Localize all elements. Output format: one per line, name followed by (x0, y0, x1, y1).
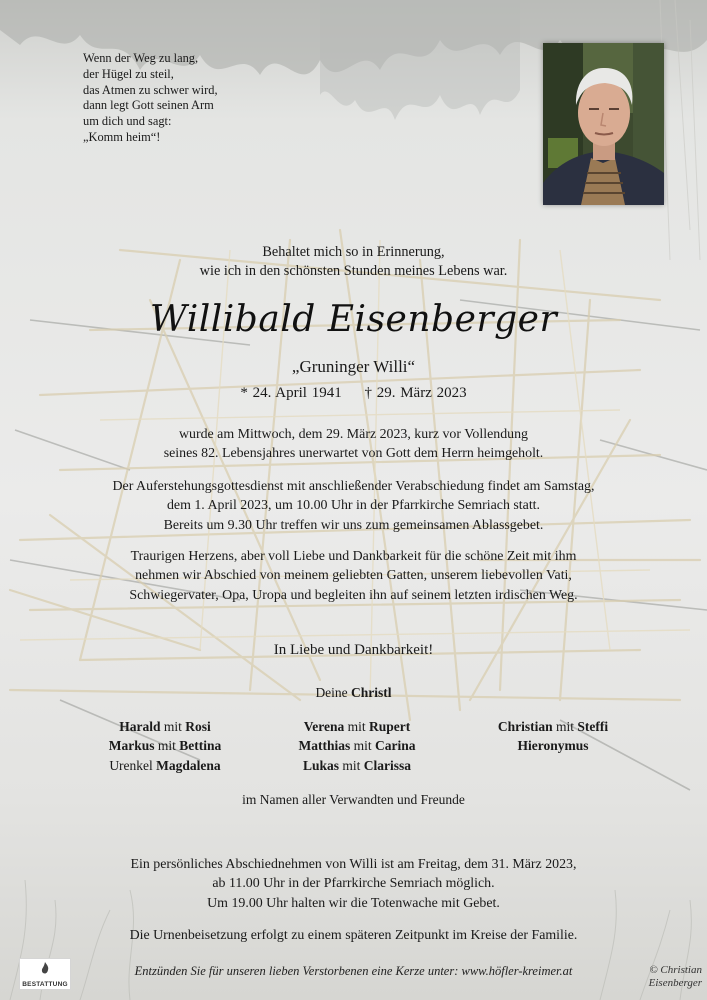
family-column-2 (272, 717, 442, 775)
family-entry (80, 717, 250, 736)
urn-info: Die Urnenbeisetzung erfolgt zu einem späteren Zeitpunkt im Kreise der Familie. (129, 928, 578, 943)
poem-line: das Atmen zu schwer wird, (83, 82, 218, 97)
portrait-photo (543, 43, 664, 205)
text-line: wurde am Mittwoch, dem 29. März 2023, kurz vor Vollendung (178, 427, 528, 442)
text-line: Schwiegervater, Opa, Uropa und begleiten ihn auf seinem letzten irdischen Weg. (129, 587, 578, 603)
family-entry (272, 717, 442, 736)
credit-line: Eisenberger (648, 977, 702, 989)
family-name: Clarissa (363, 757, 412, 773)
spouse-prefix: Deine (315, 685, 348, 700)
poem (83, 51, 218, 146)
connector: mit (163, 719, 182, 734)
connector: mit (157, 738, 176, 754)
family-entry (468, 717, 638, 736)
service-info (0, 477, 707, 535)
text-line: dem 1. April 2023, um 10.00 Uhr in der Pfarrkirche Semriach statt. (166, 498, 541, 514)
credit-line: © Christian (649, 964, 702, 976)
viewing-info (0, 855, 707, 913)
family-name: Matthias (298, 738, 351, 754)
connector: mit (347, 719, 366, 734)
text-line: Ein persönliches Abschiednehmen von Willi ist am Freitag, dem 31. März 2023, (130, 857, 577, 872)
memory-quote (0, 243, 707, 280)
deceased-name: Willibald Eisenberger (149, 299, 558, 340)
family-name: Hieronymus (517, 738, 589, 754)
poem-line: „Komm heim“! (83, 129, 161, 144)
family-column-1 (80, 717, 250, 775)
text-line: ab 11.00 Uhr in der Pfarrkirche Semriach möglich. (212, 876, 495, 892)
family-entry (272, 756, 442, 775)
poem-line: um dich und sagt: (83, 114, 172, 129)
family-name: Steffi (577, 719, 609, 734)
family-name: Carina (375, 738, 416, 754)
candle-link[interactable]: Entzünden Sie für unseren lieben Verstorbenen eine Kerze unter: www.höfler-kreimer.at (134, 964, 573, 978)
thanks-line: In Liebe und Dankbarkeit! (273, 642, 434, 658)
relatives-line: im Namen aller Verwandten und Freunde (242, 792, 465, 807)
family-name: Christian (497, 719, 553, 734)
family-name: Verena (303, 719, 345, 734)
family-name: Rosi (185, 719, 211, 734)
family-name: Lukas (302, 757, 339, 773)
life-dates (0, 385, 707, 402)
connector: mit (353, 738, 372, 754)
family-name: Markus (108, 738, 155, 754)
text-line: Um 19.00 Uhr halten wir die Totenwache mit Gebet. (207, 895, 500, 911)
text-line: nehmen wir Abschied von meinem geliebten Gatten, unserem liebevollen Vati, (135, 568, 572, 584)
poem-line: dann legt Gott seinen Arm (83, 98, 214, 113)
family-entry (80, 756, 250, 775)
family-entry (80, 736, 250, 755)
poem-line: der Hügel zu steil, (83, 66, 174, 81)
death-notice (0, 425, 707, 464)
logo-text: BESTATTUNG (22, 981, 68, 988)
family-entry (272, 736, 442, 755)
nickname: „Gruninger Willi“ (291, 357, 416, 376)
birth-date: * 24. April 1941 (240, 385, 342, 401)
connector: mit (556, 719, 575, 734)
death-date: † 29. März 2023 (364, 385, 467, 401)
family-name: Harald (119, 719, 161, 734)
text-line: Bereits um 9.30 Uhr treffen wir uns zum gemeinsamen Ablassgebet. (163, 517, 544, 533)
poem-line: Wenn der Weg zu lang, (83, 51, 199, 65)
family-column-3 (468, 717, 638, 756)
photo-credit (628, 964, 702, 990)
family-name: Rupert (369, 719, 411, 734)
family-name: Bettina (179, 738, 222, 754)
text-line: seines 82. Lebensjahres unerwartet von Gott dem Herrn heimgeholt. (163, 446, 544, 462)
family-prefix: Urenkel (109, 757, 153, 773)
connector: mit (342, 757, 361, 773)
farewell-text (0, 547, 707, 605)
family-name: Magdalena (156, 757, 221, 773)
family-entry (468, 736, 638, 755)
text-line: Der Auferstehungsgottesdienst mit anschließender Verabschiedung findet am Samstag, (112, 479, 595, 494)
spouse-line (0, 685, 707, 701)
text-line: Traurigen Herzens, aber voll Liebe und Dankbarkeit für die schöne Zeit mit ihm (130, 549, 577, 564)
memory-quote-line: wie ich in den schönsten Stunden meines Lebens war. (199, 262, 508, 279)
spouse-name: Christl (351, 685, 392, 700)
memory-quote-line: Behaltet mich so in Erinnerung, (262, 244, 445, 260)
